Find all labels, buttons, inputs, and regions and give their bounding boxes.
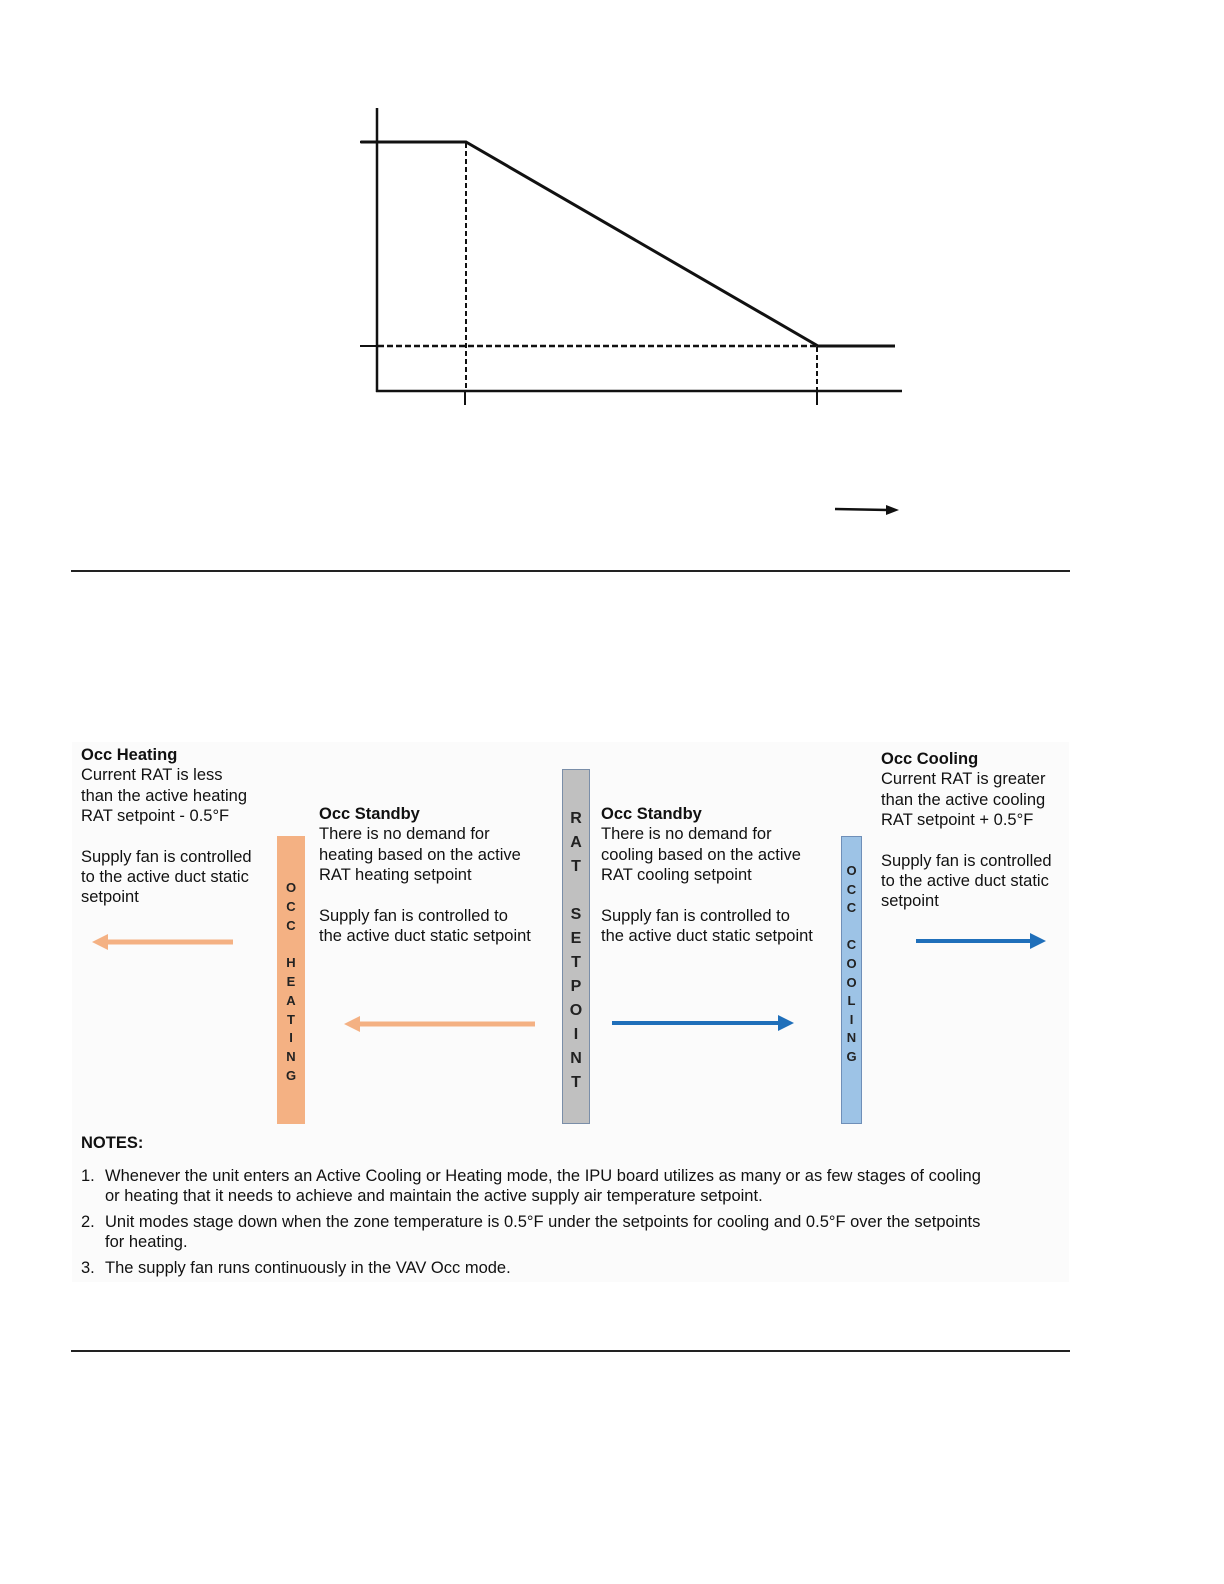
- cooling-arrow-inner: [612, 1015, 794, 1031]
- note-number: 3.: [81, 1259, 95, 1277]
- note-item: [81, 1212, 1071, 1254]
- note-item: [81, 1258, 1071, 1280]
- standby-heating-fan-line: the active duct static setpoint: [319, 927, 531, 946]
- bar-setpoint-letter: A: [570, 834, 582, 851]
- bar-setpoint-letter: P: [570, 978, 582, 995]
- standby-cooling-line: cooling based on the active: [601, 845, 801, 864]
- standby-heating-line: RAT heating setpoint: [319, 866, 472, 885]
- cooling-arrow-outer: [916, 933, 1046, 949]
- occ-heating-line: Current RAT is less: [81, 766, 223, 785]
- occ-heating-line: than the active heating: [81, 786, 248, 805]
- notes-heading: NOTES:: [81, 1134, 144, 1152]
- standby-heating-line: heating based on the active: [319, 845, 521, 864]
- occ-cooling-title: Occ Cooling: [881, 750, 979, 768]
- bar-setpoint-letter: R: [570, 810, 582, 827]
- standby-cooling-line: There is no demand for: [601, 825, 772, 844]
- bar-heating-letter: E: [286, 973, 296, 989]
- standby-heating-line: There is no demand for: [319, 825, 490, 844]
- occ-heating-title: Occ Heating: [81, 746, 178, 764]
- occ-cooling-fan-line: Supply fan is controlled: [881, 851, 1052, 870]
- bar-setpoint-letter: S: [570, 906, 582, 923]
- note-text: Whenever the unit enters an Active Cooling or Heating mode, the IPU board utilizes as many or as few stages of cooling or heating that it needs to achieve and maintain the active supply air temperature setpoint.: [105, 1167, 981, 1206]
- bar-cooling-letter: O: [846, 955, 857, 971]
- occ-cooling-line: than the active cooling: [881, 790, 1046, 809]
- bar-heating-letter: O: [285, 880, 297, 895]
- bar-setpoint-letter: T: [571, 858, 581, 875]
- bar-cooling-letter: L: [847, 993, 856, 1009]
- occ-cooling-line: RAT setpoint + 0.5°F: [881, 811, 1034, 830]
- standby-heating-title: Occ Standby: [319, 805, 420, 823]
- bar-cooling-letter: G: [846, 1048, 857, 1064]
- bar-cooling-letter: C: [846, 881, 857, 897]
- note-text: The supply fan runs continuously in the VAV Occ mode.: [105, 1259, 511, 1277]
- occ-heating-fan-line: Supply fan is controlled: [81, 847, 252, 866]
- note-item: [81, 1166, 1071, 1208]
- bar-heating-letter: A: [286, 992, 296, 1008]
- bar-setpoint-letter: T: [571, 1074, 581, 1091]
- bar-setpoint-letter: I: [573, 1026, 579, 1043]
- occ-heating-fan-line: to the active duct static: [81, 868, 249, 887]
- bar-cooling-letter: C: [846, 937, 857, 953]
- bar-setpoint-letter: T: [571, 954, 581, 971]
- bar-heating-letter: G: [285, 1067, 297, 1083]
- bar-cooling-letter: C: [846, 900, 857, 916]
- bar-heating-letter: I: [289, 1030, 293, 1046]
- bar-cooling-letter: O: [846, 974, 857, 990]
- bar-heating-letter: C: [286, 898, 296, 914]
- bar-cooling-letter: I: [849, 1011, 854, 1027]
- bar-cooling-letter: O: [846, 863, 857, 878]
- bar-setpoint-letter: N: [570, 1050, 582, 1067]
- standby-cooling-fan-line: the active duct static setpoint: [601, 927, 813, 946]
- note-number: 2.: [81, 1213, 95, 1231]
- occ-cooling-fan-line: to the active duct static: [881, 872, 1049, 891]
- occ-cooling-line: Current RAT is greater: [881, 770, 1046, 789]
- bar-heating-letter: N: [286, 1049, 296, 1065]
- standby-cooling-fan-line: Supply fan is controlled to: [601, 906, 790, 925]
- bar-setpoint-letter: E: [570, 930, 582, 947]
- bar-heating-letter: C: [286, 917, 296, 933]
- note-text: Unit modes stage down when the zone temperature is 0.5°F under the setpoints for cooling and 0.5°F over the setpoints for heating.: [105, 1213, 981, 1252]
- occ-cooling-fan-line: setpoint: [881, 892, 939, 911]
- section-divider-bottom: [71, 1350, 1070, 1352]
- bar-heating-letter: T: [287, 1011, 295, 1027]
- heating-arrow-inner: [344, 1016, 535, 1032]
- standby-cooling-title: Occ Standby: [601, 805, 702, 823]
- standby-heating-fan-line: Supply fan is controlled to: [319, 906, 508, 925]
- bar-heating-letter: H: [286, 955, 296, 971]
- standby-cooling-line: RAT cooling setpoint: [601, 866, 752, 885]
- bar-setpoint-letter: O: [569, 1002, 583, 1019]
- occ-heating-line: RAT setpoint - 0.5°F: [81, 807, 230, 826]
- heating-arrow-outer: [92, 934, 233, 950]
- bar-cooling-letter: N: [846, 1030, 857, 1046]
- occ-heating-fan-line: setpoint: [81, 888, 139, 907]
- note-number: 1.: [81, 1167, 95, 1185]
